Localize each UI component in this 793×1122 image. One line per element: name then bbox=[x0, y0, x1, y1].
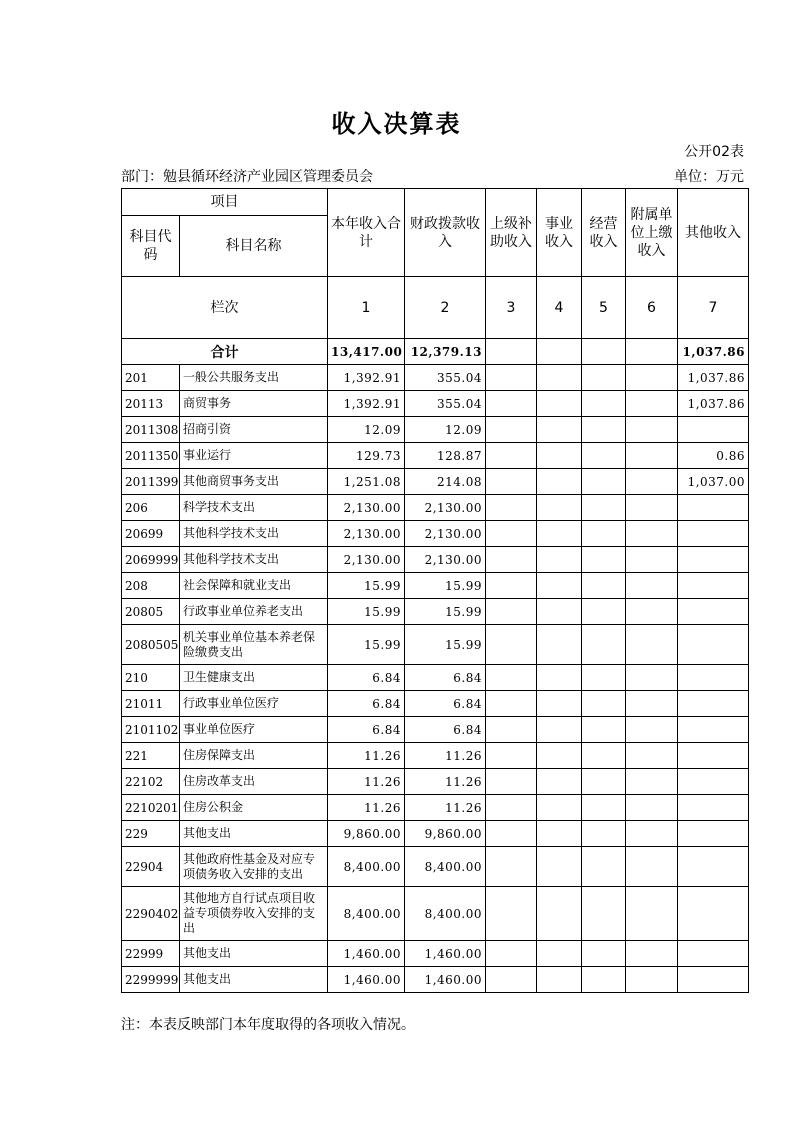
table-row bbox=[122, 521, 749, 547]
row-c2: 12.09 bbox=[405, 417, 486, 443]
col-num-3: 3 bbox=[486, 277, 537, 339]
row-c5 bbox=[582, 547, 626, 573]
table-row bbox=[122, 417, 749, 443]
row-c5 bbox=[582, 743, 626, 769]
row-c4 bbox=[537, 717, 582, 743]
row-name: 其他支出 bbox=[180, 821, 328, 847]
row-name: 住房保障支出 bbox=[180, 743, 328, 769]
row-c6 bbox=[626, 821, 678, 847]
row-c2: 6.84 bbox=[405, 665, 486, 691]
row-code: 2011350 bbox=[122, 443, 180, 469]
income-table bbox=[121, 188, 749, 993]
form-number: 公开02表 bbox=[684, 144, 744, 160]
footnote: 注：本表反映部门本年度取得的各项收入情况。 bbox=[121, 1017, 415, 1033]
row-c2: 11.26 bbox=[405, 769, 486, 795]
total-row bbox=[122, 339, 749, 365]
header-col1: 本年收入合计 bbox=[328, 189, 405, 277]
row-c6 bbox=[626, 417, 678, 443]
row-c4 bbox=[537, 847, 582, 887]
row-c2: 2,130.00 bbox=[405, 521, 486, 547]
row-c5 bbox=[582, 599, 626, 625]
table-row bbox=[122, 769, 749, 795]
row-c3 bbox=[486, 521, 537, 547]
row-c1: 15.99 bbox=[328, 573, 405, 599]
row-c2: 8,400.00 bbox=[405, 887, 486, 941]
row-code: 21011 bbox=[122, 691, 180, 717]
total-c7: 1,037.86 bbox=[678, 339, 749, 365]
row-c2: 9,860.00 bbox=[405, 821, 486, 847]
row-code: 2290402 bbox=[122, 887, 180, 941]
table-row bbox=[122, 717, 749, 743]
row-c7 bbox=[678, 941, 749, 967]
row-name: 科学技术支出 bbox=[180, 495, 328, 521]
row-c3 bbox=[486, 443, 537, 469]
row-c2: 1,460.00 bbox=[405, 941, 486, 967]
row-c1: 129.73 bbox=[328, 443, 405, 469]
row-c7 bbox=[678, 821, 749, 847]
row-c6 bbox=[626, 599, 678, 625]
row-c6 bbox=[626, 495, 678, 521]
row-c6 bbox=[626, 573, 678, 599]
row-c7 bbox=[678, 847, 749, 887]
row-c2: 11.26 bbox=[405, 743, 486, 769]
header-col2: 财政拨款收入 bbox=[405, 189, 486, 277]
row-c1: 9,860.00 bbox=[328, 821, 405, 847]
row-c1: 8,400.00 bbox=[328, 847, 405, 887]
header-col6: 附属单位上缴收入 bbox=[626, 189, 678, 277]
row-c7 bbox=[678, 691, 749, 717]
row-name: 社会保障和就业支出 bbox=[180, 573, 328, 599]
row-c2: 2,130.00 bbox=[405, 547, 486, 573]
row-c4 bbox=[537, 443, 582, 469]
row-c3 bbox=[486, 417, 537, 443]
row-c5 bbox=[582, 443, 626, 469]
row-c6 bbox=[626, 887, 678, 941]
row-c5 bbox=[582, 495, 626, 521]
row-c7 bbox=[678, 521, 749, 547]
row-code: 2011399 bbox=[122, 469, 180, 495]
row-c4 bbox=[537, 967, 582, 993]
row-c1: 2,130.00 bbox=[328, 521, 405, 547]
row-c3 bbox=[486, 967, 537, 993]
row-name: 招商引资 bbox=[180, 417, 328, 443]
row-c7 bbox=[678, 967, 749, 993]
row-c6 bbox=[626, 443, 678, 469]
row-c3 bbox=[486, 573, 537, 599]
row-c3 bbox=[486, 821, 537, 847]
row-code: 22999 bbox=[122, 941, 180, 967]
row-c7 bbox=[678, 625, 749, 665]
row-c2: 128.87 bbox=[405, 443, 486, 469]
table-row bbox=[122, 847, 749, 887]
table-row bbox=[122, 391, 749, 417]
total-c2: 12,379.13 bbox=[405, 339, 486, 365]
row-c6 bbox=[626, 769, 678, 795]
row-c5 bbox=[582, 887, 626, 941]
table-row bbox=[122, 887, 749, 941]
col-num-2: 2 bbox=[405, 277, 486, 339]
row-c7 bbox=[678, 887, 749, 941]
row-c5 bbox=[582, 417, 626, 443]
row-c1: 15.99 bbox=[328, 599, 405, 625]
row-c4 bbox=[537, 469, 582, 495]
row-c4 bbox=[537, 625, 582, 665]
row-c7: 1,037.00 bbox=[678, 469, 749, 495]
row-code: 2101102 bbox=[122, 717, 180, 743]
row-code: 2069999 bbox=[122, 547, 180, 573]
row-c5 bbox=[582, 625, 626, 665]
row-c1: 1,460.00 bbox=[328, 941, 405, 967]
row-c4 bbox=[537, 599, 582, 625]
row-code: 20699 bbox=[122, 521, 180, 547]
row-c7 bbox=[678, 795, 749, 821]
row-name: 其他地方自行试点项目收益专项债券收入安排的支出 bbox=[180, 887, 328, 941]
total-label: 合计 bbox=[122, 339, 328, 365]
row-c2: 15.99 bbox=[405, 573, 486, 599]
row-c4 bbox=[537, 665, 582, 691]
row-c7 bbox=[678, 665, 749, 691]
row-c3 bbox=[486, 717, 537, 743]
row-c5 bbox=[582, 521, 626, 547]
row-c5 bbox=[582, 795, 626, 821]
table-row bbox=[122, 365, 749, 391]
header-item: 项目 bbox=[122, 189, 328, 216]
row-code: 229 bbox=[122, 821, 180, 847]
row-c1: 2,130.00 bbox=[328, 547, 405, 573]
row-c5 bbox=[582, 847, 626, 887]
row-c5 bbox=[582, 967, 626, 993]
row-c2: 8,400.00 bbox=[405, 847, 486, 887]
row-name: 其他支出 bbox=[180, 967, 328, 993]
row-c3 bbox=[486, 547, 537, 573]
row-c3 bbox=[486, 795, 537, 821]
row-c1: 1,460.00 bbox=[328, 967, 405, 993]
row-name: 行政事业单位医疗 bbox=[180, 691, 328, 717]
row-name: 住房公积金 bbox=[180, 795, 328, 821]
row-name: 其他商贸事务支出 bbox=[180, 469, 328, 495]
row-c7 bbox=[678, 417, 749, 443]
row-c6 bbox=[626, 847, 678, 887]
row-c1: 6.84 bbox=[328, 717, 405, 743]
row-code: 221 bbox=[122, 743, 180, 769]
row-c5 bbox=[582, 365, 626, 391]
row-c4 bbox=[537, 691, 582, 717]
department-label: 部门：勉县循环经济产业园区管理委员会 bbox=[121, 169, 373, 185]
page-title: 收入决算表 bbox=[331, 110, 462, 138]
row-c4 bbox=[537, 821, 582, 847]
unit-label: 单位：万元 bbox=[674, 169, 744, 185]
row-code: 2210201 bbox=[122, 795, 180, 821]
row-c4 bbox=[537, 391, 582, 417]
row-c2: 15.99 bbox=[405, 625, 486, 665]
row-name: 商贸事务 bbox=[180, 391, 328, 417]
row-name: 住房改革支出 bbox=[180, 769, 328, 795]
row-name: 其他支出 bbox=[180, 941, 328, 967]
row-c6 bbox=[626, 795, 678, 821]
row-c2: 214.08 bbox=[405, 469, 486, 495]
row-code: 2299999 bbox=[122, 967, 180, 993]
row-code: 201 bbox=[122, 365, 180, 391]
row-c2: 1,460.00 bbox=[405, 967, 486, 993]
row-c1: 6.84 bbox=[328, 665, 405, 691]
table-row bbox=[122, 495, 749, 521]
row-name: 其他政府性基金及对应专项债务收入安排的支出 bbox=[180, 847, 328, 887]
row-code: 2080505 bbox=[122, 625, 180, 665]
table-row bbox=[122, 547, 749, 573]
row-c3 bbox=[486, 665, 537, 691]
row-c4 bbox=[537, 743, 582, 769]
row-c1: 1,251.08 bbox=[328, 469, 405, 495]
row-c3 bbox=[486, 365, 537, 391]
total-c1: 13,417.00 bbox=[328, 339, 405, 365]
row-c2: 355.04 bbox=[405, 365, 486, 391]
row-c6 bbox=[626, 521, 678, 547]
row-c5 bbox=[582, 769, 626, 795]
row-code: 20805 bbox=[122, 599, 180, 625]
row-c5 bbox=[582, 469, 626, 495]
table-row bbox=[122, 573, 749, 599]
row-c6 bbox=[626, 391, 678, 417]
row-c1: 11.26 bbox=[328, 743, 405, 769]
table-row bbox=[122, 743, 749, 769]
row-name: 一般公共服务支出 bbox=[180, 365, 328, 391]
header-col4: 事业收入 bbox=[537, 189, 582, 277]
row-code: 210 bbox=[122, 665, 180, 691]
row-c6 bbox=[626, 941, 678, 967]
row-c5 bbox=[582, 573, 626, 599]
row-c2: 11.26 bbox=[405, 795, 486, 821]
table-row bbox=[122, 691, 749, 717]
table-row bbox=[122, 443, 749, 469]
row-name: 行政事业单位养老支出 bbox=[180, 599, 328, 625]
col-num-5: 5 bbox=[582, 277, 626, 339]
row-code: 206 bbox=[122, 495, 180, 521]
row-c7: 1,037.86 bbox=[678, 365, 749, 391]
table-row bbox=[122, 599, 749, 625]
row-name: 机关事业单位基本养老保险缴费支出 bbox=[180, 625, 328, 665]
row-c1: 8,400.00 bbox=[328, 887, 405, 941]
row-c4 bbox=[537, 573, 582, 599]
row-c6 bbox=[626, 665, 678, 691]
row-c3 bbox=[486, 469, 537, 495]
row-c7 bbox=[678, 547, 749, 573]
row-c6 bbox=[626, 547, 678, 573]
row-c6 bbox=[626, 743, 678, 769]
row-c3 bbox=[486, 743, 537, 769]
row-c4 bbox=[537, 941, 582, 967]
row-c7 bbox=[678, 573, 749, 599]
row-c1: 6.84 bbox=[328, 691, 405, 717]
row-c3 bbox=[486, 599, 537, 625]
row-c2: 6.84 bbox=[405, 717, 486, 743]
row-c2: 6.84 bbox=[405, 691, 486, 717]
row-code: 22102 bbox=[122, 769, 180, 795]
row-c5 bbox=[582, 391, 626, 417]
row-c3 bbox=[486, 769, 537, 795]
table-row bbox=[122, 795, 749, 821]
row-c1: 11.26 bbox=[328, 769, 405, 795]
row-c6 bbox=[626, 967, 678, 993]
row-c4 bbox=[537, 887, 582, 941]
row-code: 208 bbox=[122, 573, 180, 599]
col-num-4: 4 bbox=[537, 277, 582, 339]
row-c4 bbox=[537, 769, 582, 795]
row-c6 bbox=[626, 469, 678, 495]
row-code: 22904 bbox=[122, 847, 180, 887]
row-c6 bbox=[626, 625, 678, 665]
row-c5 bbox=[582, 821, 626, 847]
row-name: 其他科学技术支出 bbox=[180, 547, 328, 573]
row-c1: 12.09 bbox=[328, 417, 405, 443]
row-c4 bbox=[537, 365, 582, 391]
row-c7 bbox=[678, 769, 749, 795]
row-c3 bbox=[486, 887, 537, 941]
table-row bbox=[122, 469, 749, 495]
header-code: 科目代码 bbox=[122, 216, 180, 277]
row-c3 bbox=[486, 941, 537, 967]
row-code: 2011308 bbox=[122, 417, 180, 443]
row-c6 bbox=[626, 691, 678, 717]
row-c7 bbox=[678, 599, 749, 625]
table-row bbox=[122, 821, 749, 847]
row-c1: 1,392.91 bbox=[328, 391, 405, 417]
row-c5 bbox=[582, 717, 626, 743]
row-c5 bbox=[582, 941, 626, 967]
row-c5 bbox=[582, 665, 626, 691]
col-num-7: 7 bbox=[678, 277, 749, 339]
row-c4 bbox=[537, 417, 582, 443]
row-name: 事业单位医疗 bbox=[180, 717, 328, 743]
row-c1: 1,392.91 bbox=[328, 365, 405, 391]
row-c4 bbox=[537, 521, 582, 547]
row-c3 bbox=[486, 495, 537, 521]
row-c1: 15.99 bbox=[328, 625, 405, 665]
row-label: 栏次 bbox=[122, 277, 328, 339]
row-c2: 355.04 bbox=[405, 391, 486, 417]
table-row bbox=[122, 941, 749, 967]
row-c4 bbox=[537, 547, 582, 573]
header-col5: 经营收入 bbox=[582, 189, 626, 277]
row-name: 卫生健康支出 bbox=[180, 665, 328, 691]
row-name: 事业运行 bbox=[180, 443, 328, 469]
row-c3 bbox=[486, 391, 537, 417]
row-c4 bbox=[537, 795, 582, 821]
row-c7: 1,037.86 bbox=[678, 391, 749, 417]
row-c5 bbox=[582, 691, 626, 717]
row-c2: 15.99 bbox=[405, 599, 486, 625]
table-row bbox=[122, 665, 749, 691]
row-c2: 2,130.00 bbox=[405, 495, 486, 521]
row-c7 bbox=[678, 495, 749, 521]
row-c3 bbox=[486, 847, 537, 887]
header-col7: 其他收入 bbox=[678, 189, 749, 277]
row-c4 bbox=[537, 495, 582, 521]
row-c6 bbox=[626, 717, 678, 743]
header-name: 科目名称 bbox=[180, 216, 328, 277]
row-c3 bbox=[486, 691, 537, 717]
header-col3: 上级补助收入 bbox=[486, 189, 537, 277]
table-row bbox=[122, 967, 749, 993]
row-code: 20113 bbox=[122, 391, 180, 417]
row-name: 其他科学技术支出 bbox=[180, 521, 328, 547]
row-c7 bbox=[678, 743, 749, 769]
row-c1: 11.26 bbox=[328, 795, 405, 821]
row-c3 bbox=[486, 625, 537, 665]
col-num-1: 1 bbox=[328, 277, 405, 339]
row-c6 bbox=[626, 365, 678, 391]
row-c7: 0.86 bbox=[678, 443, 749, 469]
table-row bbox=[122, 625, 749, 665]
col-num-6: 6 bbox=[626, 277, 678, 339]
row-c7 bbox=[678, 717, 749, 743]
row-c1: 2,130.00 bbox=[328, 495, 405, 521]
